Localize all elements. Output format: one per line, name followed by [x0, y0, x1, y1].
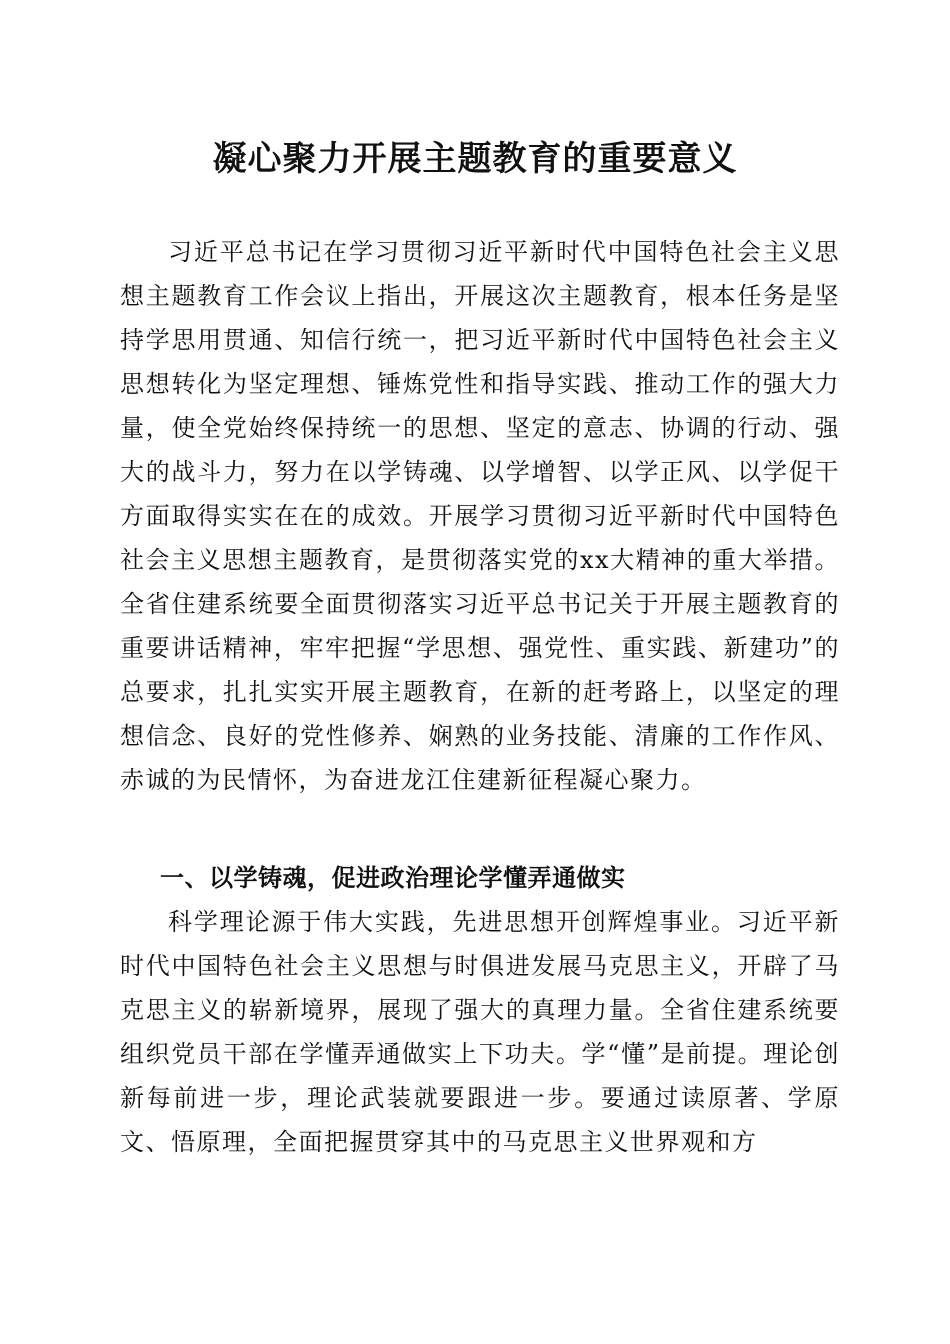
document-title: 凝心聚力开展主题教育的重要意义 — [212, 139, 738, 179]
intro-paragraph: 习近平总书记在学习贯彻习近平新时代中国特色社会主义思想主题教育工作会议上指出，开展这次主题教育，根本任务是坚持学思用贯通、知信行统一，把习近平新时代中国特色社会主义思想转化为坚定理想、锤炼党性和指导实践、推动工作的强大力量，使全党始终保持统一的思想、坚定的意志、协调的行动、强大的战斗力，努力在以学铸魂、以学增智、以学正风、以学促干方面取得实实在在的成效。开展学习贯彻习近平新时代中国特色社会主义思想主题教育，是贯彻落实党的xx大精神的重大举措。全省住建系统要全面贯彻落实习近平总书记关于开展主题教育的重要讲话精神，牢牢把握“学思想、强党性、重实践、新建功”的总要求，扎扎实实开展主题教育，在新的赶考路上，以坚定的理想信念、良好的党性修养、娴熟的业务技能、清廉的工作作风、赤诚的为民情怀，为奋进龙江住建新征程凝心聚力。 — [120, 238, 840, 794]
section-1-paragraph: 科学理论源于伟大实践，先进思想开创辉煌事业。习近平新时代中国特色社会主义思想与时俱进发展马克思主义，开辟了马克思主义的崭新境界，展现了强大的真理力量。全省住建系统要组织党员干部在学懂弄通做实上下功夫。学“懂”是前提。理论创新每前进一步，理论武装就要跟进一步。要通过读原著、学原文、悟原理，全面把握贯穿其中的马克思主义世界观和方 — [120, 908, 840, 1156]
section-heading-1: 一、以学铸魂，促进政治理论学懂弄通做实 — [160, 864, 626, 892]
